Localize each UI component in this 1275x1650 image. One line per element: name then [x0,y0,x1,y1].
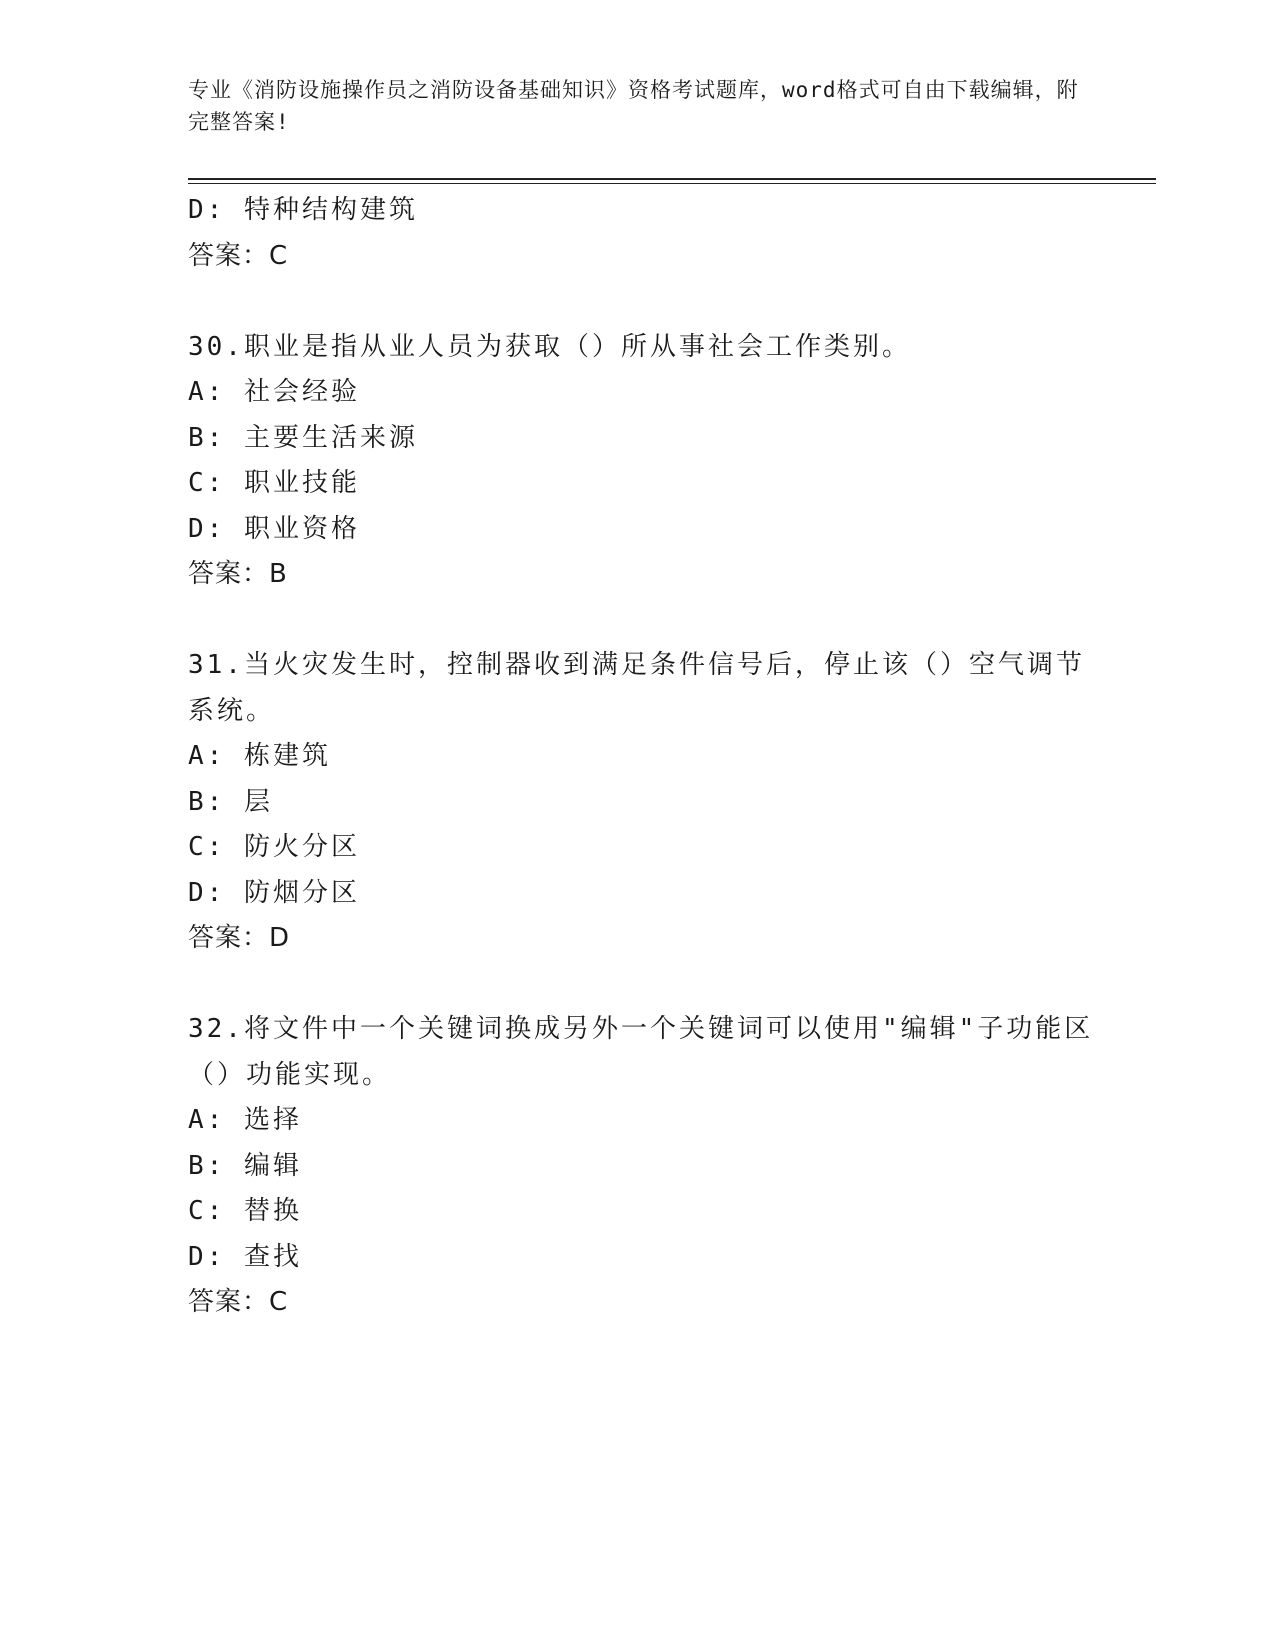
answer-text: 答案：C [188,1287,289,1317]
question-text: 31.当火灾发生时，控制器收到满足条件信号后，停止该（）空气调节系统。 [188,650,1085,726]
option-d: D: 特种结构建筑 [188,195,418,225]
document-header: 专业《消防设施操作员之消防设备基础知识》资格考试题库，word格式可自由下载编辑，附完整答案! [188,78,1079,134]
question-31 [188,643,1108,962]
option-d: D: 职业资格 [188,513,360,544]
answer-text: 答案：D [188,923,291,953]
option-a: A: 社会经验 [188,377,360,407]
spacer [188,279,1108,325]
option-a: A: 选择 [188,1105,302,1135]
option-d: D: 查找 [188,1241,302,1272]
option-b: B: 编辑 [188,1150,302,1181]
question-text: 30.职业是指从业人员为获取（）所从事社会工作类别。 [188,331,911,362]
spacer [188,598,1108,644]
answer-text: 答案：C [188,240,289,271]
header-divider [188,178,1156,184]
option-c: C: 替换 [188,1196,302,1226]
question-continuation [188,188,1108,279]
option-b: B: 层 [188,786,273,817]
option-b: B: 主要生活来源 [188,422,418,453]
question-text: 32.将文件中一个关键词换成另外一个关键词可以使用"编辑"子功能区（）功能实现。 [188,1014,1094,1090]
option-d: D: 防烟分区 [188,877,360,908]
question-30 [188,325,1108,598]
option-a: A: 栋建筑 [188,741,331,771]
answer-text: 答案：B [188,559,288,589]
option-c: C: 防火分区 [188,832,360,862]
spacer [188,962,1108,1008]
question-list [188,188,1108,1326]
question-32 [188,1007,1108,1326]
option-c: C: 职业技能 [188,468,360,498]
